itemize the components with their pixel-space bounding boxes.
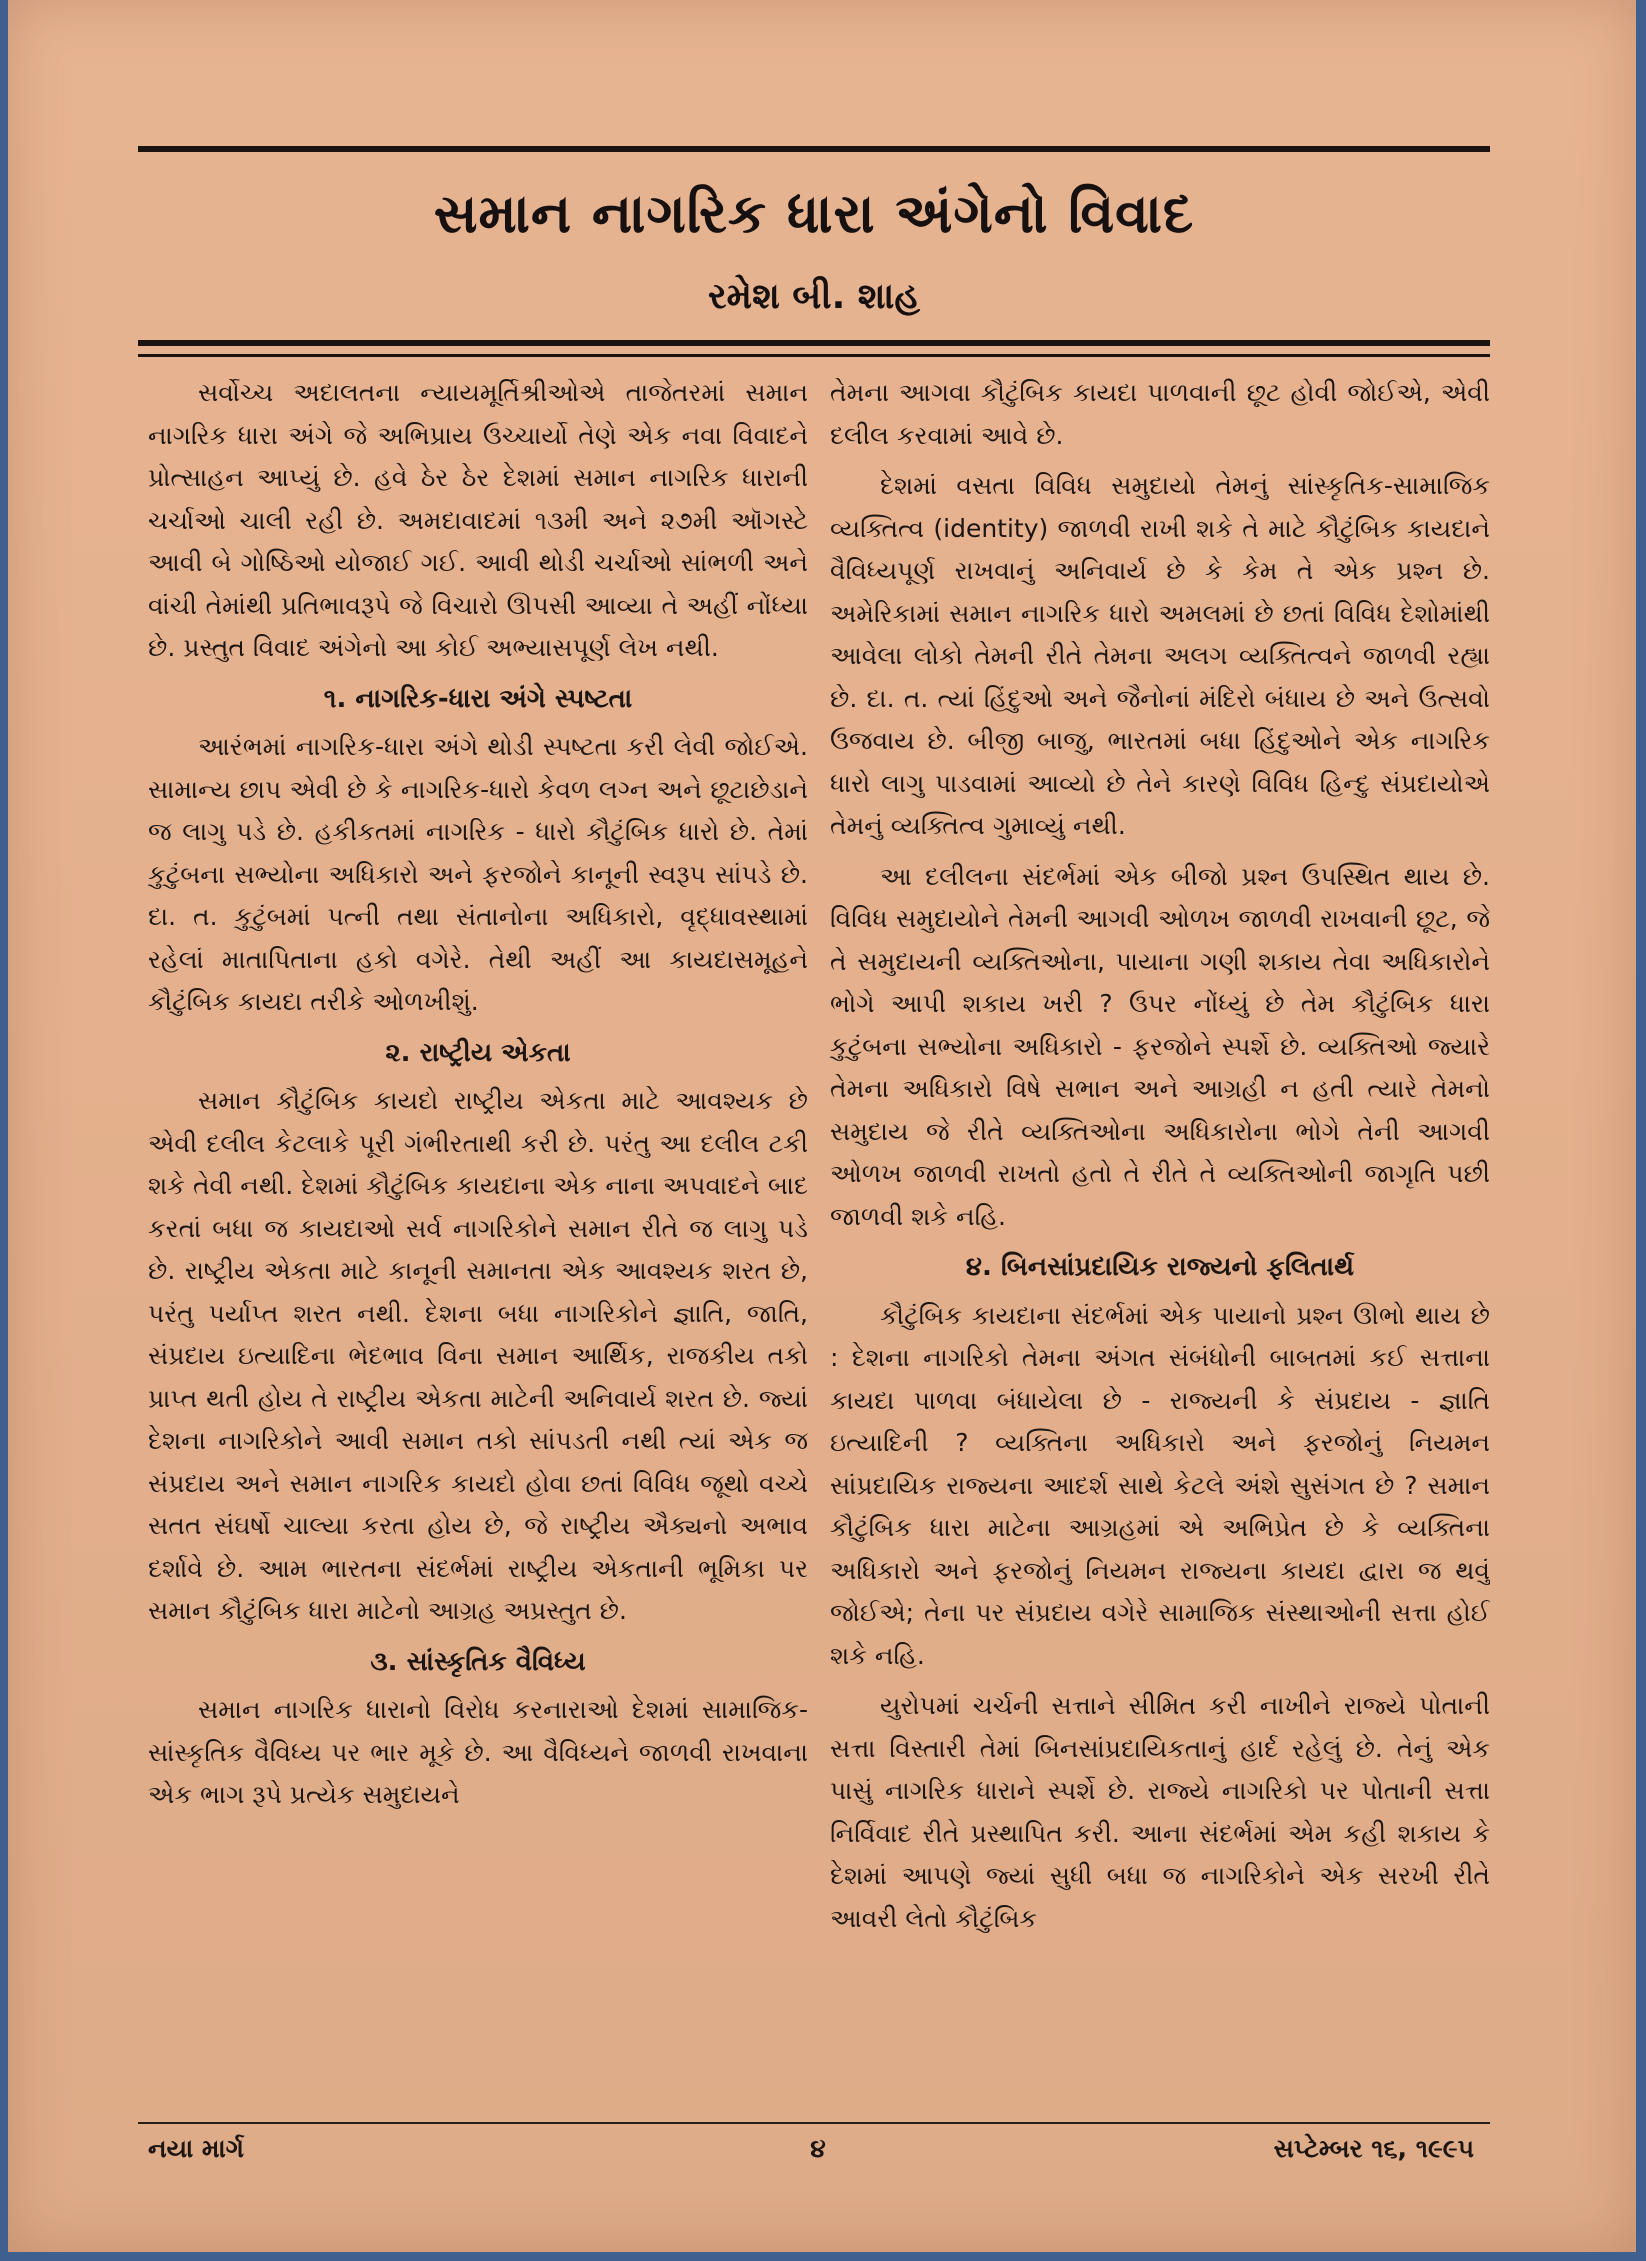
magazine-page [8,0,1636,2252]
footer-date: સપ્ટેમ્બર ૧૬, ૧૯૯૫ [1273,2134,1474,2163]
header-rule-thin [138,354,1490,357]
article-title: સમાન નાગરિક ધારા અંગેનો વિવાદ [433,182,1195,245]
article-author: રમેશ બી. શાહ [708,276,920,317]
section-heading: ૪. બિનસાંપ્રદાયિક રાજ્યનો ફલિતાર્થ [965,1252,1355,1282]
paragraph: આરંભમાં નાગરિક-ધારા અંગે થોડી સ્પષ્ટતા કરી લેવી જોઈએ. સામાન્ય છાપ એવી છે કે નાગરિક-ધારો કેવળ લગ્ન અને છૂટાછેડાને જ લાગુ પડે છે. હકીકતમાં નાગરિક - ધારો કૌટુંબિક ધારો છે. તેમાં કુટુંબના સભ્યોના અધિકારો અને ફરજોને કાનૂની સ્વરૂપ સાંપડે છે. દા. ત. કુટુંબમાં પત્ની તથા સંતાનોના અધિકારો, વૃદ્ધાવસ્થામાં રહેલાં માતાપિતાના હકો વગેરે. તેથી અહીં આ કાયદાસમૂહને કૌટુંબિક કાયદા તરીકે ઓળખીશું. [148,732,808,1016]
section-heading: ૨. રાષ્ટ્રીય એકતા [385,1037,571,1068]
left-column [148,372,808,2112]
footer-page-number: ૪ [810,2134,826,2163]
section-heading: ૩. સાંસ્કૃતિક વૈવિધ્ય [370,1646,586,1677]
paragraph: સમાન કૌટુંબિક કાયદો રાષ્ટ્રીય એકતા માટે આવશ્યક છે એવી દલીલ કેટલાકે પૂરી ગંભીરતાથી કરી છે. પરંતુ આ દલીલ ટકી શકે તેવી નથી. દેશમાં કૌટુંબિક કાયદાના એક નાના અપવાદને બાદ કરતાં બધા જ કાયદાઓ સર્વ નાગરિકોને સમાન રીતે જ લાગુ પડે છે. રાષ્ટ્રીય એકતા માટે કાનૂની સમાનતા એક આવશ્યક શરત છે, પરંતુ પર્યાપ્ત શરત નથી. દેશના બધા નાગરિકોને જ્ઞાતિ, જાતિ, સંપ્રદાય ઇત્યાદિના ભેદભાવ વિના સમાન આર્થિક, રાજકીય તકો પ્રાપ્ત થતી હોય તે રાષ્ટ્રીય એકતા માટેની અનિવાર્ય શરત છે. જ્યાં દેશના નાગરિકોને આવી સમાન તકો સાંપડતી નથી ત્યાં એક જ સંપ્રદાય અને સમાન નાગરિક કાયદો હોવા છતાં વિવિધ જૂથો વચ્ચે સતત સંઘર્ષો ચાલ્યા કરતા હોય છે, જે રાષ્ટ્રીય ઐક્યનો અભાવ દર્શાવે છે. આમ ભારતના સંદર્ભમાં રાષ્ટ્રીય એકતાની ભૂમિકા પર સમાન કૌટુંબિક ધારા માટેનો આગ્રહ અપ્રસ્તુત છે. [148,1086,808,1625]
section-heading: ૧. નાગરિક-ધારા અંગે સ્પષ્ટતા [323,683,633,714]
top-rule [138,146,1490,152]
paragraph: આ દલીલના સંદર્ભમાં એક બીજો પ્રશ્ન ઉપસ્થિત થાય છે. વિવિધ સમુદાયોને તેમની આગવી ઓળખ જાળવી રાખવાની છૂટ, જે તે સમુદાયની વ્યક્તિઓના, પાયાના ગણી શકાય તેવા અધિકારોને ભોગે આપી શકાય ખરી ? ઉપર નોંધ્યું છે તેમ કૌટુંબિક ધારા કુટુંબના સભ્યોના અધિકારો - ફરજોને સ્પર્શે છે. વ્યક્તિઓ જ્યારે તેમના અધિકારો વિષે સભાન અને આગ્રહી ન હતી ત્યારે તેમનો સમુદાય જે રીતે વ્યક્તિઓના અધિકારોના ભોગે તેની આગવી ઓળખ જાળવી રાખતો હતો તે રીતે તે વ્યક્તિઓની જાગૃતિ પછી જાળવી શકે નહિ. [830,861,1490,1231]
paragraph: યુરોપમાં ચર્ચની સત્તાને સીમિત કરી નાખીને રાજ્યે પોતાની સત્તા વિસ્તારી તેમાં બિનસાંપ્રદાયિકતાનું હાર્દ રહેલું છે. તેનું એક પાસું નાગરિક ધારાને સ્પર્શે છે. રાજ્યે નાગરિકો પર પોતાની સત્તા નિર્વિવાદ રીતે પ્રસ્થાપિત કરી. આના સંદર્ભમાં એમ કહી શકાય કે દેશમાં આપણે જ્યાં સુધી બધા જ નાગરિકોને એક સરખી રીતે આવરી લેતો કૌટુંબિક [830,1691,1490,1933]
paragraph: સર્વોચ્ચ અદાલતના ન્યાયમૂર્તિશ્રીઓએ તાજેતરમાં સમાન નાગરિક ધારા અંગે જે અભિપ્રાય ઉચ્ચાર્યો તેણે એક નવા વિવાદને પ્રોત્સાહન આપ્યું છે. હવે ઠેર ઠેર દેશમાં સમાન નાગરિક ધારાની ચર્ચાઓ ચાલી રહી છે. અમદાવાદમાં ૧૩મી અને ૨૭મી ઑગસ્ટે આવી બે ગોષ્ઠિઓ યોજાઈ ગઈ. આવી થોડી ચર્ચાઓ સાંભળી અને વાંચી તેમાંથી પ્રતિભાવરૂપે જે વિચારો ઊપસી આવ્યા તે અહીં નોંધ્યા છે. પ્રસ્તુત વિવાદ અંગેનો આ કોઈ અભ્યાસપૂર્ણ લેખ નથી. [148,378,808,662]
paragraph: તેમના આગવા કૌટુંબિક કાયદા પાળવાની છૂટ હોવી જોઈએ, એવી દલીલ કરવામાં આવે છે. [830,378,1490,450]
header-rule-thick [138,340,1490,346]
footer-rule [138,2122,1490,2124]
footer-publication: નયા માર્ગ [148,2134,244,2163]
right-column [830,372,1490,2112]
paragraph: સમાન નાગરિક ધારાનો વિરોધ કરનારાઓ દેશમાં સામાજિક-સાંસ્કૃતિક વૈવિધ્ય પર ભાર મૂકે છે. આ વૈવિધ્યને જાળવી રાખવાના એક ભાગ રૂપે પ્રત્યેક સમુદાયને [148,1695,808,1809]
paragraph: દેશમાં વસતા વિવિધ સમુદાયો તેમનું સાંસ્કૃતિક-સામાજિક વ્યક્તિત્વ (identity) જાળવી રાખી શકે તે માટે કૌટુંબિક કાયદાને વૈવિધ્યપૂર્ણ રાખવાનું અનિવાર્ય છે કે કેમ તે એક પ્રશ્ન છે. અમેરિકામાં સમાન નાગરિક ધારો અમલમાં છે છતાં વિવિધ દેશોમાંથી આવેલા લોકો તેમની રીતે તેમના અલગ વ્યક્તિત્વને જાળવી રહ્યા છે. દા. ત. ત્યાં હિંદુઓ અને જૈનોનાં મંદિરો બંધાય છે અને ઉત્સવો ઉજવાય છે. બીજી બાજુ, ભારતમાં બધા હિંદુઓને એક નાગરિક ધારો લાગુ પાડવામાં આવ્યો છે તેને કારણે વિવિધ હિન્દુ સંપ્રદાયોએ તેમનું વ્યક્તિત્વ ગુમાવ્યું નથી. [830,471,1490,840]
paragraph: કૌટુંબિક કાયદાના સંદર્ભમાં એક પાયાનો પ્રશ્ન ઊભો થાય છે : દેશના નાગરિકો તેમના અંગત સંબંધોની બાબતમાં કઈ સત્તાના કાયદા પાળવા બંધાયેલા છે - રાજ્યની કે સંપ્રદાય - જ્ઞાતિ ઇત્યાદિની ? વ્યક્તિના અધિકારો અને ફરજોનું નિયમન સાંપ્રદાયિક રાજ્યના આદર્શ સાથે કેટલે અંશે સુસંગત છે ? સમાન કૌટુંબિક ધારા માટેના આગ્રહમાં એ અભિપ્રેત છે કે વ્યક્તિના અધિકારો અને ફરજોનું નિયમન રાજ્યના કાયદા દ્વારા જ થવું જોઈએ; તેના પર સંપ્રદાય વગેરે સામાજિક સંસ્થાઓની સત્તા હોઈ શકે નહિ. [830,1300,1490,1670]
